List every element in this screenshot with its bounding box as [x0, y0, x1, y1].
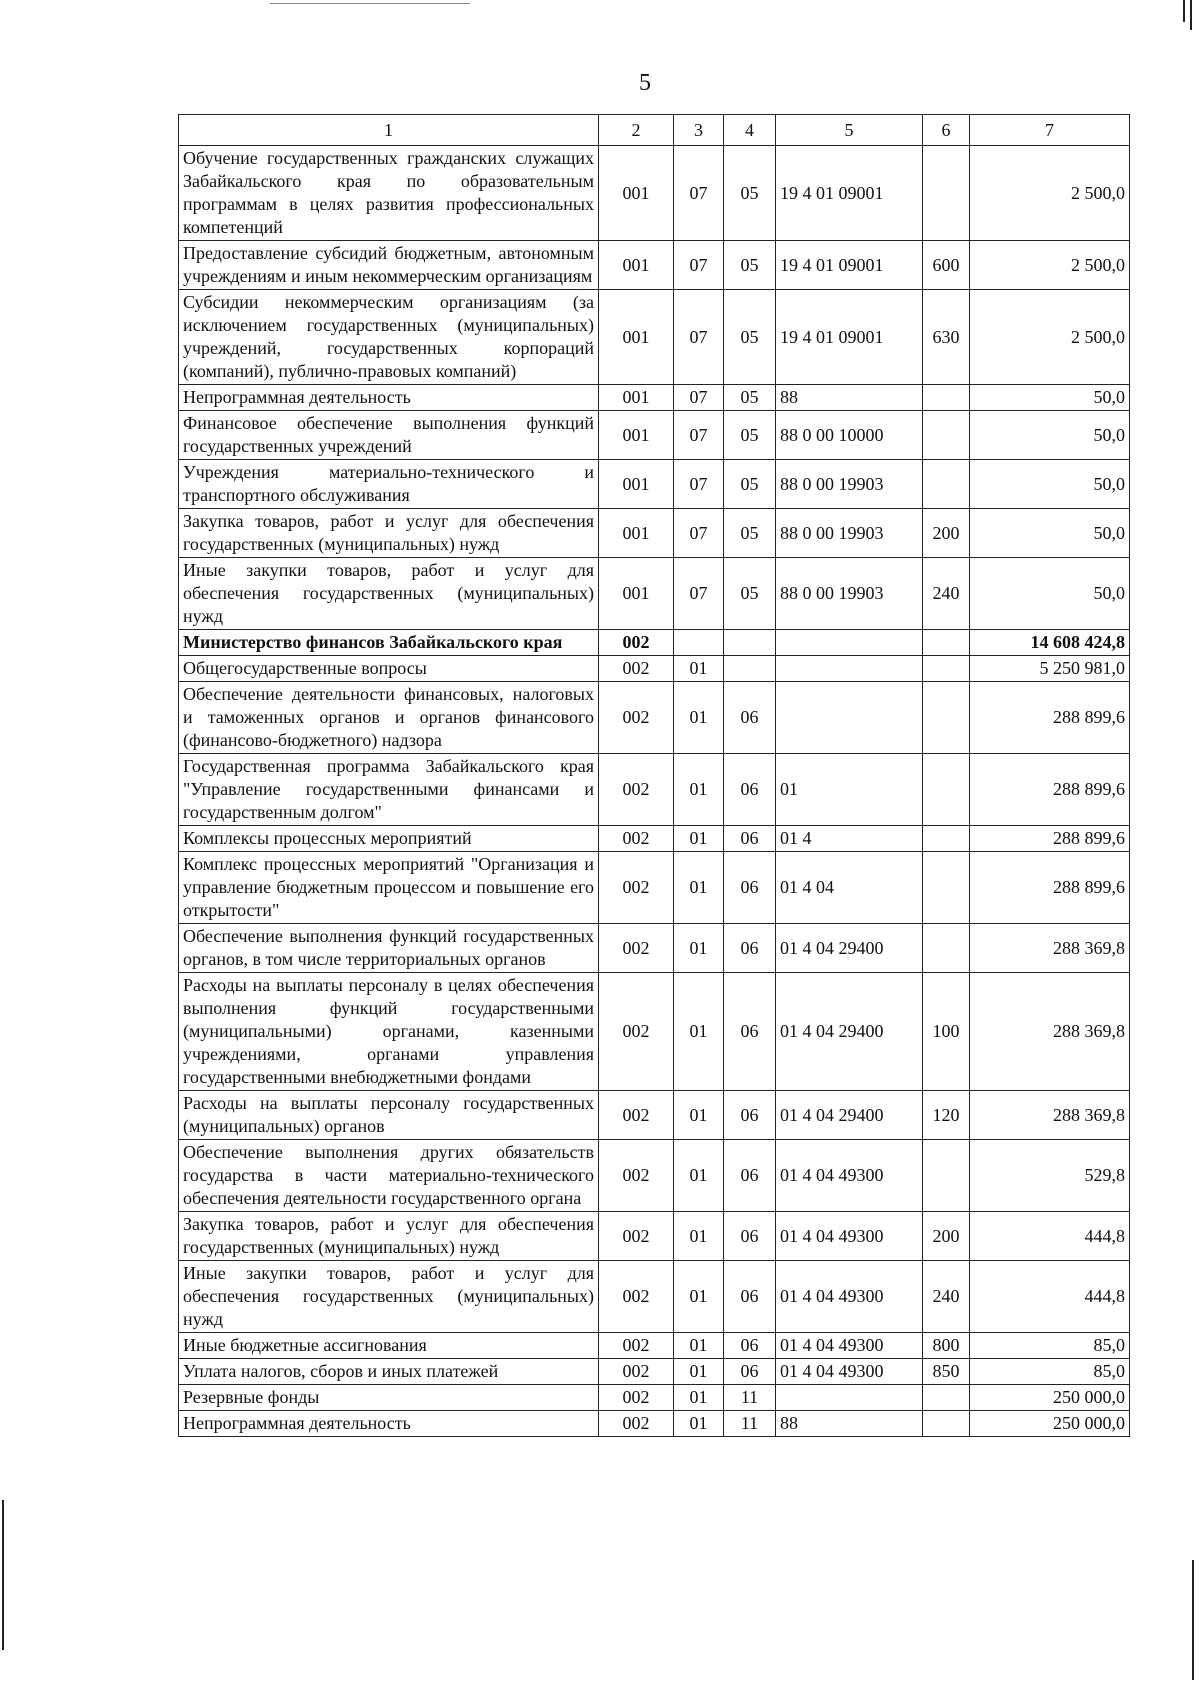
row-code-6: 200 [923, 509, 970, 558]
row-code-5: 19 4 01 09001 [776, 146, 923, 241]
row-name: Обучение государственных гражданских служащих Забайкальского края по образовательным программам в целях развития профессиональных компетенций [179, 146, 599, 241]
row-code-2: 002 [599, 656, 674, 682]
row-code-3: 01 [674, 1212, 724, 1261]
page-number: 5 [639, 70, 651, 96]
row-code-2: 001 [599, 558, 674, 630]
row-code-2: 002 [599, 1212, 674, 1261]
row-code-5: 01 4 04 [776, 852, 923, 924]
row-code-3: 07 [674, 385, 724, 411]
row-amount: 288 899,6 [970, 852, 1130, 924]
row-amount: 288 899,6 [970, 754, 1130, 826]
row-code-2: 002 [599, 682, 674, 754]
row-amount: 2 500,0 [970, 241, 1130, 290]
scan-edge-mark [1190, 0, 1192, 30]
row-name: Закупка товаров, работ и услуг для обеспечения государственных (муниципальных) нужд [179, 1212, 599, 1261]
table-row [179, 1261, 1130, 1333]
table-row [179, 1091, 1130, 1140]
header-col-5: 5 [776, 115, 923, 146]
row-code-5: 01 [776, 754, 923, 826]
row-code-2: 002 [599, 1140, 674, 1212]
row-code-3: 01 [674, 973, 724, 1091]
row-code-4: 05 [724, 290, 776, 385]
row-code-2: 002 [599, 973, 674, 1091]
budget-table [178, 114, 1130, 1437]
row-code-4: 06 [724, 1333, 776, 1359]
table-row [179, 290, 1130, 385]
row-amount: 529,8 [970, 1140, 1130, 1212]
row-code-6: 240 [923, 1261, 970, 1333]
row-code-6 [923, 826, 970, 852]
row-code-3: 01 [674, 1140, 724, 1212]
row-name: Субсидии некоммерческим организациям (за исключением государственных (муниципальных) учреждений, государственных корпораций (компаний), публично-правовых компаний) [179, 290, 599, 385]
table-row [179, 973, 1130, 1091]
row-code-3: 01 [674, 1359, 724, 1385]
row-code-3: 07 [674, 509, 724, 558]
row-code-4: 06 [724, 682, 776, 754]
row-code-2: 002 [599, 1261, 674, 1333]
table-row [179, 1359, 1130, 1385]
row-code-5: 01 4 04 49300 [776, 1261, 923, 1333]
table-row [179, 1333, 1130, 1359]
row-name: Непрограммная деятельность [179, 1411, 599, 1437]
row-code-6 [923, 630, 970, 656]
row-code-6 [923, 1385, 970, 1411]
row-code-5 [776, 630, 923, 656]
row-amount: 5 250 981,0 [970, 656, 1130, 682]
header-col-4: 4 [724, 115, 776, 146]
row-code-6 [923, 1411, 970, 1437]
row-amount: 288 369,8 [970, 924, 1130, 973]
row-amount: 50,0 [970, 558, 1130, 630]
row-amount: 444,8 [970, 1212, 1130, 1261]
table-row [179, 682, 1130, 754]
row-code-6 [923, 1140, 970, 1212]
row-name: Министерство финансов Забайкальского края [179, 630, 599, 656]
table-row [179, 1385, 1130, 1411]
row-amount: 288 369,8 [970, 973, 1130, 1091]
table-header [179, 115, 1130, 146]
header-col-2: 2 [599, 115, 674, 146]
table-row [179, 460, 1130, 509]
row-code-6 [923, 385, 970, 411]
row-code-2: 001 [599, 146, 674, 241]
table-row [179, 385, 1130, 411]
header-col-6: 6 [923, 115, 970, 146]
row-name: Обеспечение выполнения функций государственных органов, в том числе территориальных органов [179, 924, 599, 973]
row-code-6 [923, 924, 970, 973]
row-name: Финансовое обеспечение выполнения функций государственных учреждений [179, 411, 599, 460]
table-row [179, 852, 1130, 924]
row-code-5: 01 4 04 29400 [776, 1091, 923, 1140]
row-code-6 [923, 682, 970, 754]
row-code-2: 001 [599, 411, 674, 460]
row-code-4: 05 [724, 509, 776, 558]
row-code-6 [923, 460, 970, 509]
row-code-4: 11 [724, 1411, 776, 1437]
table-row [179, 241, 1130, 290]
table-row [179, 630, 1130, 656]
row-code-4: 06 [724, 852, 776, 924]
table-row [179, 411, 1130, 460]
scan-edge-mark [1192, 1560, 1194, 1680]
row-code-5: 01 4 04 49300 [776, 1140, 923, 1212]
row-name: Обеспечение деятельности финансовых, налоговых и таможенных органов и органов финансового (финансово-бюджетного) надзора [179, 682, 599, 754]
row-code-3: 01 [674, 826, 724, 852]
row-code-2: 001 [599, 509, 674, 558]
row-code-6: 100 [923, 973, 970, 1091]
row-code-5 [776, 1385, 923, 1411]
row-name: Предоставление субсидий бюджетным, автономным учреждениям и иным некоммерческим организациям [179, 241, 599, 290]
row-code-5: 01 4 [776, 826, 923, 852]
row-amount: 2 500,0 [970, 146, 1130, 241]
row-amount: 50,0 [970, 460, 1130, 509]
row-code-3: 01 [674, 924, 724, 973]
row-code-3: 07 [674, 146, 724, 241]
row-name: Обеспечение выполнения других обязательств государства в части материально-технического обеспечения деятельности государственного органа [179, 1140, 599, 1212]
row-amount: 50,0 [970, 411, 1130, 460]
row-code-5: 88 0 00 10000 [776, 411, 923, 460]
row-name: Иные закупки товаров, работ и услуг для обеспечения государственных (муниципальных) нужд [179, 1261, 599, 1333]
row-code-3: 01 [674, 1261, 724, 1333]
row-code-2: 001 [599, 460, 674, 509]
row-code-2: 001 [599, 290, 674, 385]
table-row [179, 754, 1130, 826]
row-code-5: 19 4 01 09001 [776, 290, 923, 385]
row-code-6 [923, 852, 970, 924]
row-code-4 [724, 656, 776, 682]
row-code-4: 06 [724, 1091, 776, 1140]
row-code-3: 01 [674, 852, 724, 924]
row-name: Общегосударственные вопросы [179, 656, 599, 682]
row-code-3: 01 [674, 754, 724, 826]
row-code-3: 01 [674, 1091, 724, 1140]
row-amount: 50,0 [970, 385, 1130, 411]
row-code-2: 002 [599, 1385, 674, 1411]
row-amount: 85,0 [970, 1333, 1130, 1359]
scan-edge-mark [2, 1500, 4, 1650]
row-amount: 50,0 [970, 509, 1130, 558]
row-amount: 444,8 [970, 1261, 1130, 1333]
row-code-5: 01 4 04 29400 [776, 973, 923, 1091]
header-col-3: 3 [674, 115, 724, 146]
row-code-4: 05 [724, 241, 776, 290]
row-amount: 288 899,6 [970, 826, 1130, 852]
header-row [179, 115, 1130, 146]
row-code-2: 001 [599, 241, 674, 290]
row-code-3: 01 [674, 682, 724, 754]
row-name: Иные бюджетные ассигнования [179, 1333, 599, 1359]
row-code-4: 06 [724, 1212, 776, 1261]
row-amount: 250 000,0 [970, 1411, 1130, 1437]
row-code-5: 01 4 04 49300 [776, 1359, 923, 1385]
row-code-4: 05 [724, 146, 776, 241]
row-name: Уплата налогов, сборов и иных платежей [179, 1359, 599, 1385]
row-code-6 [923, 656, 970, 682]
row-code-5 [776, 682, 923, 754]
row-name: Иные закупки товаров, работ и услуг для обеспечения государственных (муниципальных) нужд [179, 558, 599, 630]
row-name: Расходы на выплаты персоналу в целях обеспечения выполнения функций государственными (муниципальными) органами, казенными учреждениями, органами управления государственными внебюджетными фондами [179, 973, 599, 1091]
row-code-4: 05 [724, 411, 776, 460]
row-code-3: 07 [674, 460, 724, 509]
row-code-3: 01 [674, 1411, 724, 1437]
row-amount: 288 369,8 [970, 1091, 1130, 1140]
table-row [179, 146, 1130, 241]
row-code-6: 800 [923, 1333, 970, 1359]
row-name: Расходы на выплаты персоналу государственных (муниципальных) органов [179, 1091, 599, 1140]
row-code-3: 07 [674, 558, 724, 630]
table-body [179, 146, 1130, 1437]
row-code-4 [724, 630, 776, 656]
row-code-4: 11 [724, 1385, 776, 1411]
row-name: Государственная программа Забайкальского края "Управление государственными финансами и государственным долгом" [179, 754, 599, 826]
table-row [179, 1411, 1130, 1437]
header-col-1: 1 [179, 115, 599, 146]
row-amount: 250 000,0 [970, 1385, 1130, 1411]
table-row [179, 924, 1130, 973]
row-code-2: 002 [599, 852, 674, 924]
row-code-4: 06 [724, 826, 776, 852]
row-code-4: 05 [724, 460, 776, 509]
table-row [179, 656, 1130, 682]
row-code-4: 06 [724, 1261, 776, 1333]
row-code-2: 002 [599, 754, 674, 826]
row-code-3: 01 [674, 1385, 724, 1411]
row-code-4: 05 [724, 385, 776, 411]
header-col-7: 7 [970, 115, 1130, 146]
row-name: Учреждения материально-технического и транспортного обслуживания [179, 460, 599, 509]
row-code-4: 05 [724, 558, 776, 630]
row-name: Комплекс процессных мероприятий "Организация и управление бюджетным процессом и повышение его открытости" [179, 852, 599, 924]
row-code-6: 850 [923, 1359, 970, 1385]
row-code-5: 88 0 00 19903 [776, 460, 923, 509]
row-code-6: 240 [923, 558, 970, 630]
row-code-4: 06 [724, 924, 776, 973]
row-code-2: 002 [599, 1333, 674, 1359]
row-code-5: 01 4 04 29400 [776, 924, 923, 973]
row-code-6 [923, 146, 970, 241]
row-code-6 [923, 754, 970, 826]
row-name: Непрограммная деятельность [179, 385, 599, 411]
row-code-2: 002 [599, 924, 674, 973]
row-code-6: 630 [923, 290, 970, 385]
table-row [179, 558, 1130, 630]
row-code-2: 002 [599, 1411, 674, 1437]
row-amount: 85,0 [970, 1359, 1130, 1385]
row-code-5: 88 [776, 385, 923, 411]
row-code-5: 88 0 00 19903 [776, 558, 923, 630]
row-amount: 288 899,6 [970, 682, 1130, 754]
scan-edge-mark [1183, 0, 1185, 22]
row-code-5: 88 [776, 1411, 923, 1437]
row-code-6: 120 [923, 1091, 970, 1140]
row-code-4: 06 [724, 1140, 776, 1212]
row-code-2: 002 [599, 1359, 674, 1385]
table-row [179, 826, 1130, 852]
table-row [179, 1212, 1130, 1261]
table-row [179, 1140, 1130, 1212]
row-code-3: 01 [674, 1333, 724, 1359]
row-code-3: 07 [674, 411, 724, 460]
row-code-3 [674, 630, 724, 656]
row-code-2: 002 [599, 826, 674, 852]
row-name: Комплексы процессных мероприятий [179, 826, 599, 852]
row-name: Резервные фонды [179, 1385, 599, 1411]
row-code-3: 01 [674, 656, 724, 682]
row-amount: 2 500,0 [970, 290, 1130, 385]
row-code-4: 06 [724, 754, 776, 826]
row-code-4: 06 [724, 973, 776, 1091]
row-code-3: 07 [674, 290, 724, 385]
scan-edge-mark [270, 3, 470, 4]
row-code-2: 002 [599, 1091, 674, 1140]
row-code-3: 07 [674, 241, 724, 290]
row-code-4: 06 [724, 1359, 776, 1385]
row-code-2: 002 [599, 630, 674, 656]
row-name: Закупка товаров, работ и услуг для обеспечения государственных (муниципальных) нужд [179, 509, 599, 558]
table-row [179, 509, 1130, 558]
row-code-6 [923, 411, 970, 460]
row-code-5: 01 4 04 49300 [776, 1212, 923, 1261]
row-code-5 [776, 656, 923, 682]
row-code-5: 88 0 00 19903 [776, 509, 923, 558]
row-amount: 14 608 424,8 [970, 630, 1130, 656]
row-code-6: 600 [923, 241, 970, 290]
row-code-6: 200 [923, 1212, 970, 1261]
row-code-5: 19 4 01 09001 [776, 241, 923, 290]
row-code-2: 001 [599, 385, 674, 411]
row-code-5: 01 4 04 49300 [776, 1333, 923, 1359]
